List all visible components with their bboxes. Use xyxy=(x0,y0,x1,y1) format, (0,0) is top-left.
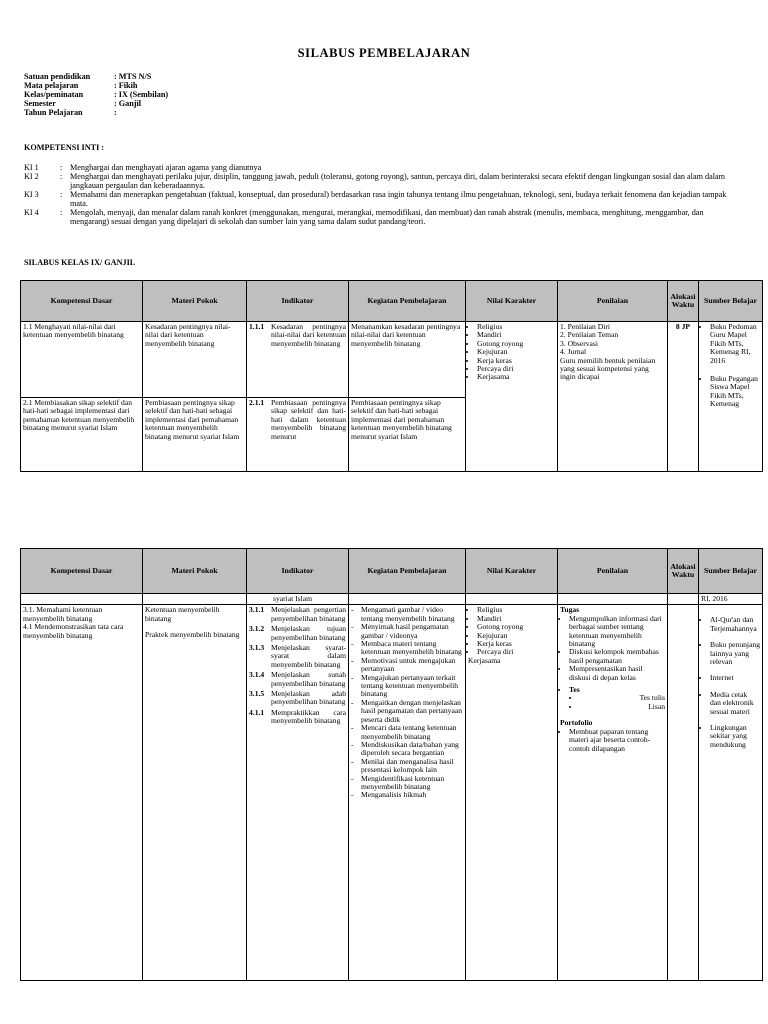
header-penilaian: Penilaian xyxy=(558,281,668,322)
header-indikator: Indikator xyxy=(247,281,349,322)
table-header-row xyxy=(21,281,763,322)
header-materi: Materi Pokok xyxy=(143,549,247,594)
indikator-cont-cell: syariat Islam xyxy=(247,594,349,605)
penilaian-list xyxy=(560,323,665,382)
header-indikator: Indikator xyxy=(247,549,349,594)
kegiatan-cell: Pembiasaan pentingnya sikap selektif dan hati-hati sebagai implementasi dari pemahaman ketentuan menyembelih binatang menurut syariat Islam xyxy=(349,398,466,472)
indikator-cell xyxy=(247,605,349,981)
kd-cell: 1.1 Menghayati nilai-nilai dari ketentuan menyembelih binatang xyxy=(21,322,143,398)
indikator-item xyxy=(249,709,346,726)
sumber-list xyxy=(701,323,760,409)
indikator-number: 3.1.3 xyxy=(249,643,265,653)
kegiatan-item xyxy=(351,657,463,674)
header-alokasi: Alokasi Waktu xyxy=(668,549,699,594)
materi-cell xyxy=(143,605,247,981)
kegiatan-item xyxy=(351,741,463,758)
tugas-item: • Mempresentasikan hasil diskusi di depan kelas xyxy=(569,665,665,682)
nilai-item: • Percaya diri xyxy=(477,365,555,373)
identity-value: : Ganjil xyxy=(114,99,142,108)
nilai-item: • Kejujuran xyxy=(477,348,555,356)
tugas-item: • Mengumpulkan informasi dari berbagai sumber tentang ketentuan menyembelih binatang xyxy=(569,615,665,649)
kd-cell xyxy=(21,594,143,605)
sumber-item: • Buku penunjang lainnya yang relevan xyxy=(710,641,760,666)
ki-separator: : xyxy=(60,208,63,218)
kegiatan-item xyxy=(351,674,463,699)
header-alokasi: Alokasi Waktu xyxy=(668,281,699,322)
kegiatan-text: - Memotivasi untuk mengajukan pertanyaan xyxy=(361,655,456,674)
indikator-item xyxy=(249,644,346,669)
ki-row xyxy=(24,173,744,191)
kegiatan-text: - Menilai dan menganalisa hasil presentasi kelompok lain xyxy=(361,756,454,775)
sumber-item: • Media cetak dan elektronik sesuai materi xyxy=(710,691,760,716)
sumber-item: • Buku Pegangan Siswa Mapel Fikih MTs, Kemenag xyxy=(710,375,760,409)
nilai-item: • Religius xyxy=(477,606,555,614)
kegiatan-text: - Membaca materi tentang ketentuan menyembelih binatang xyxy=(361,639,462,657)
header-penilaian: Penilaian xyxy=(558,549,668,594)
header-kegiatan: Kegiatan Pembelajaran xyxy=(349,281,466,322)
header-sumber: Sumber Belajar xyxy=(699,549,763,594)
nilai-cell xyxy=(466,594,558,605)
ki-list xyxy=(24,164,744,228)
document-title: SILABUS PEMBELAJARAN xyxy=(297,46,471,60)
identity-value: : IX (Sembilan) xyxy=(114,90,169,99)
ki-separator: : xyxy=(60,163,63,172)
indikator-text: Pembiasaan pentingnya sikap selektif dan hati-hati dalam ketentuan menyembelih binatang menurut xyxy=(271,398,346,441)
nilai-cell xyxy=(466,322,558,472)
nilai-item: • Gotong royong xyxy=(477,623,555,631)
table-row xyxy=(21,605,763,981)
ki-text: Mengolah, menyaji, dan menalar dalam ranah konkret (menggunakan, mengurai, merangkai, memodifikasi, dan membuat) dan ranah abstrak (menulis, membaca, menghitung, menggambar, dan mengarang) sesuai dengan yang dipelajari di sekolah dan sumber lain yang sama dalam sudut pandang/teori. xyxy=(70,208,704,227)
nilai-item: • Mandiri xyxy=(477,615,555,623)
sumber-item: • Buku Pedoman Guru Mapel Fikih MTs, Kemenag RI, 2016 xyxy=(710,323,760,365)
ki-separator: : xyxy=(60,172,63,182)
indikator-number: 3.1.1 xyxy=(249,605,265,615)
kegiatan-text: - Mencari data tentang ketentuan menyembelih binatang xyxy=(361,723,457,741)
kd-cell: 2.1 Membiasakan sikap selektif dan hati-hati sebagai implementasi dari pemahaman ketentuan menyembelih binatang menurut syariat Islam xyxy=(21,398,143,472)
kegiatan-text: - Mengidentifikasi ketentuan menyembelih binatang xyxy=(361,773,445,791)
penilaian-cell xyxy=(558,605,668,981)
ki-code: KI 2 xyxy=(24,172,39,182)
header-nilai: Nilai Karakter xyxy=(466,549,558,594)
materi-item: Praktek menyembelih binatang xyxy=(145,630,240,640)
kegiatan-item xyxy=(351,606,463,623)
continuation-row xyxy=(21,594,763,605)
header-kegiatan: Kegiatan Pembelajaran xyxy=(349,549,466,594)
indikator-item xyxy=(249,625,346,642)
indikator-text: Kesadaran pentingnya nilai-nilai dari ketentuan menyembelih binatang xyxy=(271,322,346,348)
silabus-heading: SILABUS KELAS IX/ GANJIL xyxy=(24,258,136,267)
identity-block xyxy=(24,72,168,117)
materi-cell: Pembiasaan pentingnya sikap selektif dan hati-hati sebagai implementasi dari pemahaman ketentuan menyembelih binatang menurut syariat Islam xyxy=(143,398,247,472)
kegiatan-text: - Menyimak hasil pengamatan gambar / videonya xyxy=(361,622,449,640)
indikator-text: Menjelaskan tujuan penyembelihan binatang xyxy=(271,624,346,642)
kegiatan-item xyxy=(351,724,463,741)
identity-row xyxy=(24,81,168,90)
kegiatan-text: - Mengamati gambar / video tentang menyembelih binatang xyxy=(361,605,455,623)
kegiatan-item xyxy=(351,640,463,657)
tes-label: • Tes xyxy=(569,686,665,694)
indikator-number: 4.1.1 xyxy=(249,707,265,717)
identity-key: Tahun Pelajaran xyxy=(24,108,83,117)
header-kd: Kompetensi Dasar xyxy=(21,549,143,594)
penilaian-item: 3. Observasi xyxy=(560,338,598,348)
nilai-item: • Religius xyxy=(477,323,555,331)
ki-code: KI 4 xyxy=(24,208,39,218)
silabus-table-2 xyxy=(20,548,763,981)
indikator-item xyxy=(249,671,346,688)
kegiatan-item xyxy=(351,623,463,640)
ki-text: Menghargai dan menghayati ajaran agama yang dianutnya xyxy=(70,163,262,172)
indikator-item xyxy=(249,690,346,707)
header-kd: Kompetensi Dasar xyxy=(21,281,143,322)
indikator-item xyxy=(249,606,346,623)
penilaian-item: Guru memilih bentuk penilaian yang sesuai kompetensi yang ingin dicapai xyxy=(560,355,656,382)
materi-item: Ketentuan menyembelih binatang xyxy=(145,605,220,623)
nilai-list xyxy=(468,323,555,382)
ki-heading: KOMPETENSI INTI : xyxy=(24,143,105,152)
indikator-number: 1.1.1 xyxy=(249,322,265,331)
table-header-row xyxy=(21,549,763,594)
indikator-number: 3.1.5 xyxy=(249,689,265,699)
identity-key: Mata pelajaran xyxy=(24,81,79,90)
alokasi-cell: 8 JP xyxy=(668,322,699,472)
indikator-cell xyxy=(247,398,349,472)
kegiatan-text: - Mengajukan pertanyaan terkait tentang ketentuan menyembelih binatang xyxy=(361,672,458,699)
silabus-table-1 xyxy=(20,280,763,472)
nilai-cell xyxy=(466,605,558,981)
ki-text: Menghargai dan menghayati perilaku jujur, disiplin, tanggung jawab, peduli (toleransi, gotong royong), santun, percaya diri, dalam berinteraksi secara efektif dengan lingkungan sosial dan alam dalam jangkauan pergaulan dan keberadaannya. xyxy=(70,172,726,191)
ki-row xyxy=(24,191,744,209)
sumber-cell xyxy=(699,605,763,981)
portofolio-item: • Membuat paparan tentang materi ajar beserta contoh-contoh dilapangan xyxy=(569,728,665,753)
indikator-text: Menjelaskan pengertian penyembelihan binatang xyxy=(271,605,346,623)
kegiatan-item xyxy=(351,791,463,799)
table-row xyxy=(21,322,763,398)
indikator-text: Menjelaskan syarat-syarat dalam menyembelih binatang xyxy=(271,643,346,669)
identity-key: Semester xyxy=(24,99,56,108)
ki-text: Memahami dan menerapkan pengetahuan (faktual, konseptual, dan prosedural) berdasarkan rasa ingin tahunya tentang ilmu pengetahuan, teknologi, seni, budaya terkait fenomena dan kejadian tampak mata. xyxy=(70,190,727,209)
identity-row xyxy=(24,108,168,117)
kegiatan-item xyxy=(351,699,463,724)
sumber-item: • Al-Qur'an dan Terjemahannya xyxy=(710,616,760,633)
ki-code: KI 3 xyxy=(24,190,39,200)
materi-cell xyxy=(143,594,247,605)
sumber-cont-cell: RI, 2016 xyxy=(699,594,763,605)
ki-separator: : xyxy=(60,190,63,200)
header-nilai: Nilai Karakter xyxy=(466,281,558,322)
portofolio-label: Portofolio xyxy=(560,718,593,728)
sumber-cell xyxy=(699,322,763,472)
kegiatan-text: - Menganalisis hikmah xyxy=(361,790,427,800)
nilai-item: • Kerjasama xyxy=(477,373,555,381)
nilai-item: • Kejujuran xyxy=(477,632,555,640)
alokasi-cell xyxy=(668,605,699,981)
nilai-item: • Mandiri xyxy=(477,331,555,339)
penilaian-item: 2. Penilaian Teman xyxy=(560,330,619,340)
identity-key: Satuan pendidikan xyxy=(24,72,91,81)
indikator-number: 3.1.2 xyxy=(249,624,265,634)
kegiatan-cell: Menanamkan kesadaran pentingnya nilai-nilai dari ketentuan menyembelih binatang xyxy=(349,322,466,398)
nilai-item: • Kerja keras xyxy=(477,357,555,365)
identity-row xyxy=(24,99,168,108)
penilaian-item: 1. Penilaian Diri xyxy=(560,322,610,331)
identity-key: Kelas/peminatan xyxy=(24,90,84,99)
ki-code: KI 1 xyxy=(24,163,39,172)
penilaian-cell xyxy=(558,322,668,472)
identity-row xyxy=(24,90,168,99)
kegiatan-text: - Mendiskusikan data/bahan yang diperoleh secara bergantian xyxy=(361,739,459,758)
tugas-item: • Diskusi kelompok membahas hasil pengamatan xyxy=(569,648,665,665)
identity-row xyxy=(24,72,168,81)
indikator-number: 2.1.1 xyxy=(249,398,265,407)
identity-value: : Fikih xyxy=(114,81,138,90)
tes-item: • Tes tulis xyxy=(580,694,665,702)
indikator-text: Mempraktikkan cara menyembelih binatang xyxy=(271,707,346,726)
kegiatan-item xyxy=(351,775,463,792)
nilai-item: • Gotong royong xyxy=(477,340,555,348)
indikator-cell xyxy=(247,322,349,398)
kd-cell xyxy=(21,605,143,981)
materi-cell: Kesadaran pentingnya nilai-nilai dari ketentuan menyembelih binatang xyxy=(143,322,247,398)
nilai-item: • Percaya diri xyxy=(477,648,555,656)
sumber-item: • Internet xyxy=(710,674,760,682)
identity-value: : xyxy=(114,108,117,117)
indikator-number: 3.1.4 xyxy=(249,670,265,680)
identity-value: : MTS N/S xyxy=(114,72,152,81)
tugas-label: Tugas xyxy=(560,605,580,615)
header-sumber: Sumber Belajar xyxy=(699,281,763,322)
tes-item: • Lisan xyxy=(580,703,665,711)
nilai-item: • Kerja keras xyxy=(477,640,555,648)
kegiatan-text: - Mengaitkan dengan menjelaskan hasil pengamatan dan pertanyaan peserta didik xyxy=(361,697,462,724)
kegiatan-cell xyxy=(349,594,466,605)
ki-row xyxy=(24,209,744,227)
indikator-text: Menjelaskan sunah penyembelihan binatang xyxy=(271,670,346,688)
kd-item: 3.1. Memahami ketentuan menyembelih binatang xyxy=(23,605,103,623)
kegiatan-item xyxy=(351,758,463,775)
penilaian-item: 4. Jurnal xyxy=(560,347,587,357)
header-materi: Materi Pokok xyxy=(143,281,247,322)
kd-item: 4.1 Mendemonstrasikan tata cara menyembelih binatang xyxy=(23,622,124,640)
alokasi-cell xyxy=(668,594,699,605)
indikator-text: Menjelaskan adab penyembelihan binatang xyxy=(271,689,346,707)
nilai-tail: Kerjasama xyxy=(468,655,501,665)
penilaian-cell xyxy=(558,594,668,605)
kegiatan-cell xyxy=(349,605,466,981)
sumber-item: • Lingkungan sekitar yang mendukung xyxy=(710,724,760,749)
